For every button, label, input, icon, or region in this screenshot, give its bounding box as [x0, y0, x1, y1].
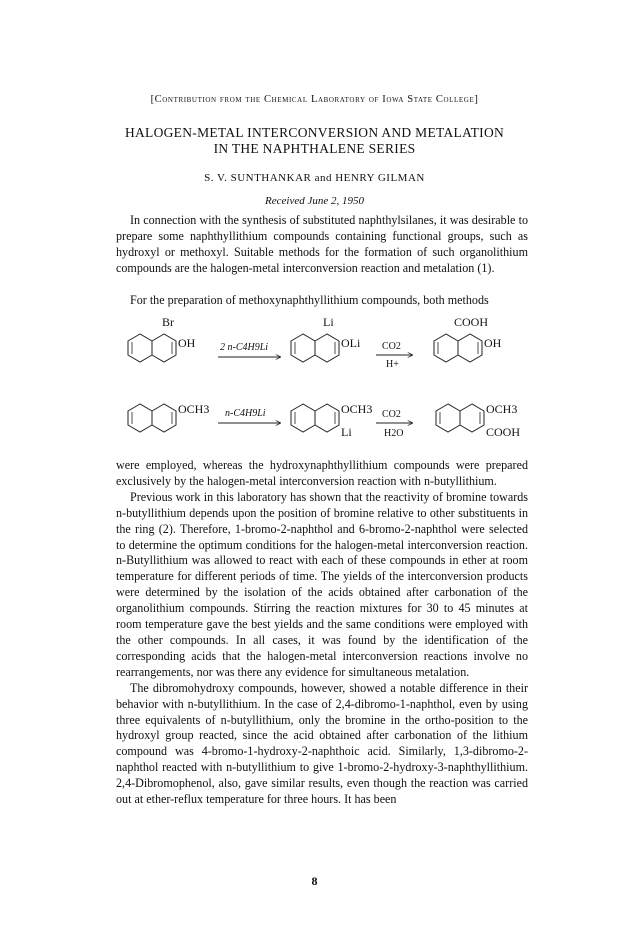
row1-intermediate-top-label: Li — [323, 315, 334, 329]
row1-intermediate-side-label: OLi — [341, 336, 361, 350]
row2-reagent1: n-C4H9Li — [225, 408, 266, 419]
row2-intermediate-side-label: OCH3 — [341, 402, 373, 416]
row1-reagent2-bottom: H+ — [386, 359, 399, 370]
row1-product-top-label: COOH — [454, 315, 489, 329]
title-line-2: IN THE NAPHTHALENE SERIES — [213, 141, 416, 156]
title-line-1: HALOGEN-METAL INTERCONVERSION AND METALATION — [124, 125, 505, 140]
paragraph-methods-continued — [116, 458, 528, 808]
row2-product — [436, 402, 520, 439]
row2-reagent2-bottom: H2O — [384, 428, 404, 439]
row2-product-side-label: OCH3 — [486, 402, 518, 416]
row2-intermediate-bottom-label: Li — [341, 425, 352, 439]
row1-reactant-side-label: OH — [178, 336, 196, 350]
row2-reactant-side-label: OCH3 — [178, 402, 210, 416]
article-title — [0, 125, 629, 157]
row1-reagent1: 2 n-C4H9Li — [220, 342, 269, 353]
reaction-scheme — [110, 310, 530, 460]
paragraph-intro — [116, 213, 528, 277]
row2-intermediate — [291, 402, 372, 439]
paragraph-4: The dibromohydroxy compounds, however, showed a notable difference in their behavior with n-butyllithium. In the case of 2,4-dibromo-1-naphthol, even by using three equivalents of n-butyllithium, only the bromine in the ortho-position to the hydroxyl group reacted, since the acid obtained after carbonation of the lithium compound was 4-bromo-1-hydroxy-2-naphthoic acid. Similarly, 1,3-dibromo-2-naphthol reacted with n-butyllithium to give 1-bromo-2-hydroxy-3-naphthyllithium. 2,4-Dibromophenol, also, gave similar results, even though the reaction was carried out at ether-reflux temperature for three hours. It has been — [116, 680, 528, 807]
paragraph-2-head: For the preparation of methoxynaphthyllithium compounds, both methods — [130, 293, 489, 307]
paragraph-2-tail: were employed, whereas the hydroxynaphthyllithium compounds were prepared exclusively by the halogen-metal interconversion reaction with n-butyllithium. — [116, 458, 528, 488]
row2-reactant — [128, 402, 209, 432]
row1-product — [434, 315, 502, 362]
paragraph-3: Previous work in this laboratory has shown that the reactivity of bromine towards n-butyllithium depends upon the position of bromine relative to other substituents in the ring (2). Therefore, 1-bromo-2-naphthol and 6-bromo-2-naphthol were selected to determine the optimum conditions for the halogen-metal interconversion reaction. n-Butyllithium was allowed to react with each of these compounds in ether at room temperature for different periods of time. The yields of the interconversion products were determined by the isolation of the acids obtained after carbonation of the organolithium compounds. Stirring the reaction mixtures for 30 to 45 minutes at room temperature gave the best yields and the same conditions were employed with the other compounds. In all cases, it was found by the identification of the corresponding acids that the halogen-metal interconversion reactions involve no rearrangements, nor was there any evidence for simultaneous metalation. — [116, 489, 528, 679]
authors: S. V. SUNTHANKAR and HENRY GILMAN — [204, 172, 425, 184]
row1-reactant — [128, 315, 196, 362]
row2-product-bottom-label: COOH — [486, 425, 521, 439]
paragraph-1: In connection with the synthesis of substituted naphthylsilanes, it was desirable to prepare some naphthyllithium compounds containing functional groups, such as hydroxyl or methoxyl. Suitable methods for the formation of such organolithium compounds are the halogen-metal interconversion reaction and metalation (1). — [116, 213, 528, 275]
received-date: Received June 2, 1950 — [265, 195, 364, 207]
row1-product-side-label: OH — [484, 336, 502, 350]
paragraph-methods-lead — [116, 293, 528, 309]
page-number: 8 — [311, 874, 318, 888]
row2-reagent2-top: CO2 — [382, 409, 401, 420]
row1-intermediate — [291, 315, 361, 362]
contribution-header: [Contribution from the Chemical Laboratory of Iowa State College] — [150, 94, 479, 105]
row1-reactant-top-label: Br — [162, 315, 174, 329]
row1-reagent2-top: CO2 — [382, 341, 401, 352]
